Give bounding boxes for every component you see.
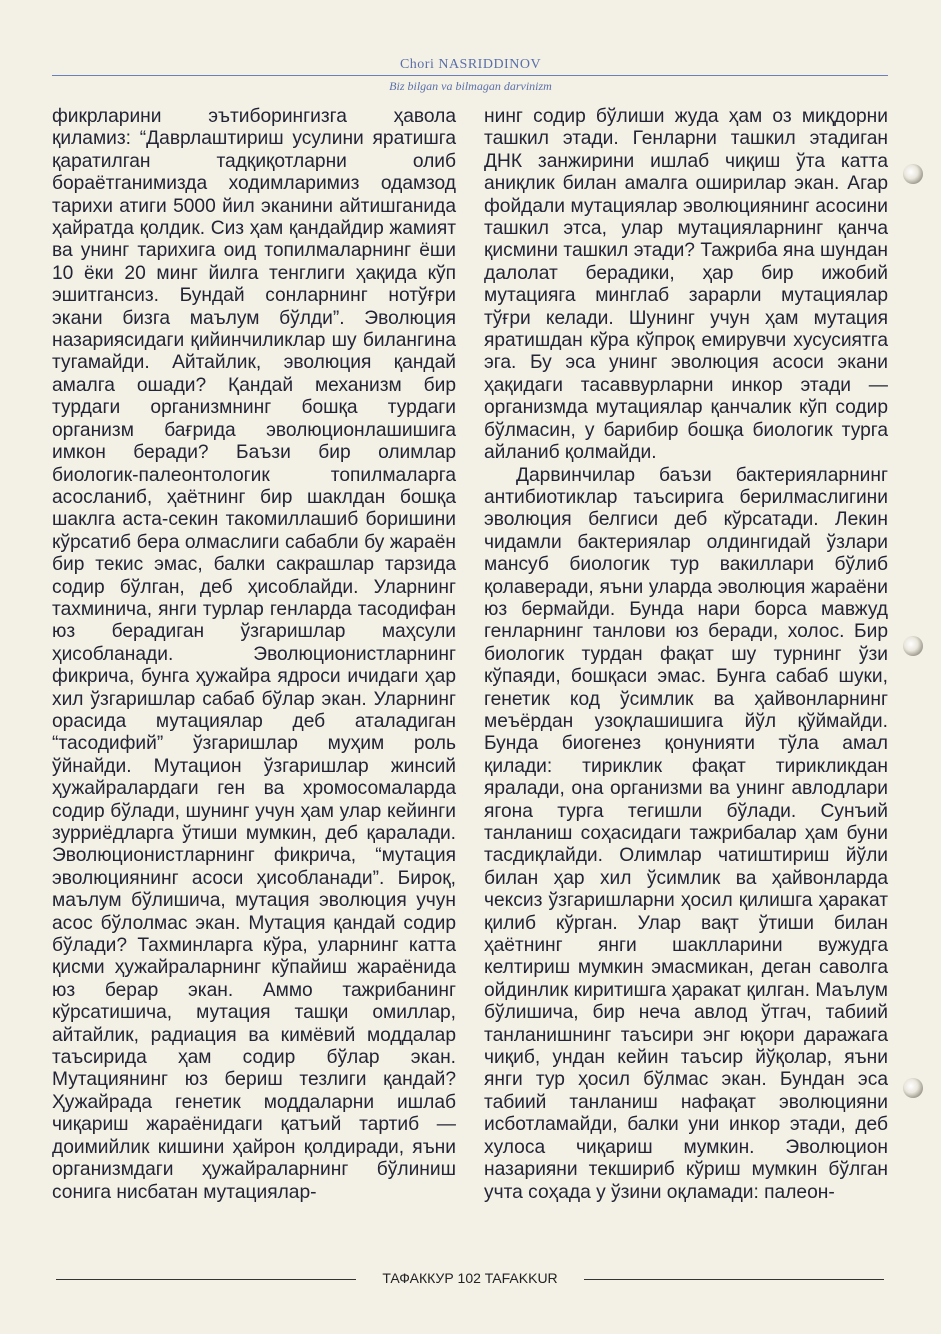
footer-page-label: ТАФАККУР 102 TAFAKKUR [382, 1270, 558, 1286]
footer-divider-left [56, 1279, 356, 1280]
text-column-right [484, 106, 888, 1204]
running-header-subtitle: Biz bilgan va bilmagan darvinizm [389, 79, 552, 93]
body-paragraph: Дарвинчилар баъзи бактерияларнинг антибиотиклар таъсирига берилмаслигини эволюция белгиси деб кўрсатади. Лекин чидамли бактериялар олдингидай ўзлари мансуб биологик тур вакиллари бўлиб қолаверади, яъни уларда эволюция жараёни юз бермайди. Бунда нари борса мавжуд генларнинг танлови юз беради, холос. Бир биологик турдан фақат шу турнинг ўзи кўпаяди, бошқаси эмас. Бунга сабаб шуки, генетик код ўсимлик ва ҳайвонларнинг меъёрдан узоқлашишига йўл қўймайди. Бунда биогенез қонунияти тўла амал қилади: тириклик фақат тирикликдан яралади, она организми ва унинг авлодлари ягона турга тегишли бўлади. Сунъий танланиш соҳасидаги тажрибалар ҳам буни тасдиқлайди. Олимлар чатиштириш йўли билан ҳар хил ўсимлик ва ҳайвонларда чексиз ўзгаришларни ҳосил қилишга ҳаракат қилиб кўрган. Улар вақт ўтиши билан ҳаётнинг янги шаклларини вужудга келтириш мумкин эмасмикан, деган саволга ойдинлик киритишга ҳаракат қилган. Маълум бўлишича, бир неча авлод ўтгач, табиий танланишнинг таъсири энг юқори даражага чиқиб, ундан кейин таъсир йўқолар, яъни янги тур ҳосил бўлмас экан. Бундан эса табиий танланиш нафақат эволюцияни исботламайди, балки уни инкор этади, деб хулоса чиқариш мумкин. Эволюцион назарияни текшириб кўриш мумкин бўлган учта соҳада у ўзини оқламади: палеон- [484, 464, 888, 1203]
footer-divider-right [584, 1279, 884, 1280]
body-paragraph: фикрларини эътиборингизга ҳавола қиламиз: “Даврлаштириш усулини яратишга қаратилган тадқиқотларни олиб бораётганимизда ходимларимиз одамзод тарихи атиги 5000 йил эканини айтишганида ҳайратда қолдик. Сиз ҳам қандайдир жамият ва унинг тарихига оид топилмаларнинг ёши 10 ёки 20 минг йилга тенглиги ҳақида кўп эшитгансиз. Бундай сонларнинг нотўғри экани бизга маълум бўлди”. Эволюция назариясидаги қийинчиликлар шу билангина тугамайди. Айтайлик, эволюция қандай амалга ошади? Қандай механизм бир турдаги организмнинг бошқа турдаги организм бағрида эволюционлашишига имкон беради? Баъзи бир олимлар биологик-палеонтологик топилмаларга асосланиб, ҳаётнинг бир шаклдан бошқа шаклга аста-секин такомиллашиб боришини кўрсатиб бера олмаслиги сабабли бу жараён бир текис эмас, балки сакрашлар тарзида содир бўлган, деб ҳисоблайди. Уларнинг тахминича, янги турлар генларда тасодифан юз берадиган ўзгаришлар маҳсули ҳисобланади. Эволюционистларнинг фикрича, бунга ҳужайра ядроси ичидаги ҳар хил ўзгаришлар сабаб бўлар экан. Уларнинг орасида мутациялар деб аталадиган “тасодифий” ўзгаришлар муҳим роль ўйнайди. Мутацион ўзгаришлар жинсий ҳужайралардаги ген ва хромосомаларда содир бўлади, шунинг учун ҳам улар кейинги зурриёдларга ўтиши мумкин, деб қаралади. Эволюционистларнинг фикрича, “мутация эволюциянинг асоси ҳисобланади”. Бироқ, маълум бўлишича, мутация эволюция учун асос бўлолмас экан. Мутация қандай содир бўлади? Тахминларга кўра, уларнинг катта қисми ҳужайраларнинг кўпайиш жараёнида юз берар экан. Аммо тажрибанинг кўрсатишича, мутация ташқи омиллар, айтайлик, радиация ва кимёвий моддалар таъсирида ҳам содир бўлар экан. Мутациянинг юз бериш тезлиги қандай? Ҳужайрада генетик моддаларни ишлаб чиқариш жараёнидаги қатъий тартиб — доимийлик кишини ҳайрон қолдиради, яъни организмдаги ҳужайраларнинг бўлиниш сонига нисбатан мутациялар- [52, 106, 456, 1203]
text-column-left [52, 106, 456, 1204]
running-header-author: Chori NASRIDDINOV [399, 57, 542, 72]
body-paragraph: нинг содир бўлиши жуда ҳам оз миқдорни ташкил этади. Генларни ташкил этадиган ДНК занжирини ишлаб чиқиш ўта катта аниқлик билан амалга оширилар экан. Агар фойдали мутациялар эволюциянинг асосини ташкил этса, улар мутацияларнинг қанча қисмини ташкил этади? Тажриба яна шундан далолат берадики, ҳар бир ижобий мутацияга минглаб зарарли мутациялар тўғри келади. Шунинг учун ҳам мутация яратишдан кўра кўпроқ емирувчи хусусиятга эга. Бу эса унинг эволюция асоси экани ҳақидаги тасаввурларни инкор этади — организмда мутациялар қанчалик кўп содир бўлмасин, у барибир бошқа биологик турга айланиб қолмайди. [484, 106, 888, 464]
binder-hole-icon [903, 1078, 923, 1098]
binder-hole-icon [903, 164, 923, 184]
header-divider [52, 75, 888, 76]
binder-hole-icon [903, 636, 923, 656]
